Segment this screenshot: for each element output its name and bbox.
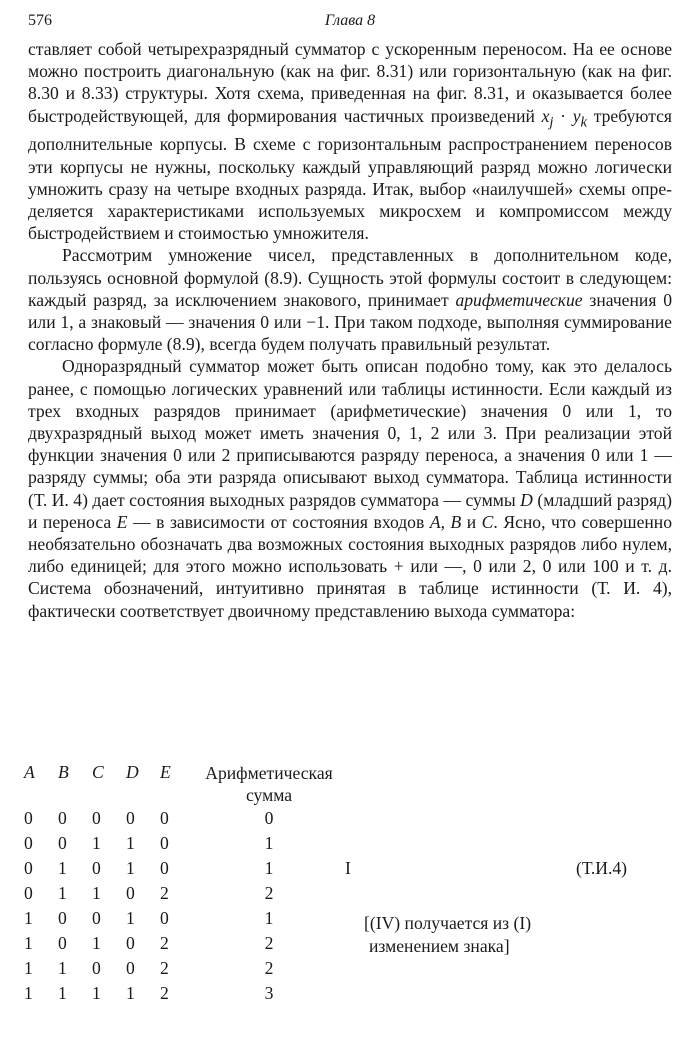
math-term: x: [541, 105, 550, 126]
table-mark: I: [345, 858, 351, 878]
paragraph: [28, 38, 672, 244]
table-cell: 0: [126, 933, 135, 953]
sum-cell: 3: [264, 983, 274, 1003]
table-cell: 0: [58, 833, 67, 853]
header-b: B: [58, 762, 69, 782]
paragraph: [28, 244, 672, 355]
text-run: ,: [440, 511, 451, 532]
text-run: ставляет собой четырехразрядный сумматор с ускоренным переносом. На ее основе можно построить диагональную (как на фиг. 8.31) или горизонтальную (как на фиг. 8.30 и 8.33) структуры. Хотя схема, приведенная на фиг. 8.31, и оказывается более быстродействующей, для формирования частичных произведений: [28, 39, 672, 126]
table-cell: 2: [160, 933, 169, 953]
header-sum-line1: Арифметическая: [205, 763, 333, 783]
text-run: требуются дополнительные корпусы. В схеме с горизонтальным распространением переносов эти корпусы не нужны, поскольку каждый управляющий разряд можно логически умножить сразу на четыре входных разряда. Итак, выбор «наилучшей» схемы определяется характеристиками используемых микросхем и компромиссом между быстродействием и стоимостью умножителя.: [28, 105, 672, 244]
header-a: A: [24, 762, 35, 782]
table-label: (Т.И.4): [576, 858, 628, 878]
table-row: [24, 981, 344, 1006]
table-cell: 1: [126, 983, 135, 1003]
page-number: 576: [28, 12, 52, 29]
page-header: [28, 6, 672, 32]
table-cell: 1: [58, 858, 67, 878]
table-note-line2: изменением знака]: [369, 936, 510, 956]
sum-cell: 1: [264, 858, 274, 878]
text-run: Рассмотрим умножение чисел, представленных в дополнительном коде, пользуясь основной формулой (8.9). Сущность этой формулы состоит в следующем: каждый разряд, за исключением знакового, принимает: [28, 245, 672, 310]
table-cell: 2: [160, 883, 169, 903]
header-e: E: [160, 762, 171, 782]
table-cell: 0: [160, 908, 169, 928]
math-term: A: [429, 511, 441, 532]
table-cell: 0: [58, 908, 67, 928]
table-cell: 0: [24, 883, 33, 903]
table-cell: 2: [160, 983, 169, 1003]
table-cell: 1: [58, 883, 67, 903]
sum-cell: 2: [264, 933, 274, 953]
table-cell: 0: [92, 808, 101, 828]
table-note-line1: [(IV) получается из (I): [364, 913, 532, 933]
truth-table: [24, 762, 344, 1006]
table-cell: 1: [58, 958, 67, 978]
sum-cell: 2: [264, 883, 274, 903]
table-cell: 1: [24, 958, 33, 978]
header-c: C: [92, 762, 104, 782]
math-term: D: [520, 489, 533, 510]
sum-cell: 0: [264, 808, 274, 828]
table-row: [24, 856, 344, 881]
table-cell: 0: [24, 833, 33, 853]
table-cell: 0: [126, 883, 135, 903]
truth-table-block: [24, 762, 672, 1022]
header-d: D: [126, 762, 139, 782]
text-run: значения 0 или 1, а знаковый — значения 0 или −1. При таком подходе, выполняя суммирование согласно формуле (8.9), всегда будем получать правильный результат.: [28, 289, 672, 355]
text-run: Одноразрядный сумматор может быть описан подобно тому, как это делалось ранее, с помощью логических уравнений или таблицы истинности. Если каждый из трех входных разрядов принимает (арифметические) значения 0 или 1, то двухразрядный выход может иметь значения 0, 1, 2 или 3. При реализации этой функции значения 0 или 2 приписываются разряду переноса, а значения 0 или 1 — разряду суммы; оба эти разряда описывают выход сумматора. Таблица истинности (Т. И. 4) дает состояния выходных разрядов сумматора — суммы: [28, 356, 672, 510]
table-cell: 1: [24, 983, 33, 1003]
table-cell: 0: [160, 833, 169, 853]
math-term: C: [481, 511, 494, 532]
paragraph: [28, 355, 672, 621]
table-cell: 0: [24, 808, 33, 828]
table-cell: 1: [92, 833, 101, 853]
table-row: [24, 881, 344, 906]
math-term: B: [450, 511, 462, 532]
table-cell: 1: [24, 908, 33, 928]
table-cell: 1: [24, 933, 33, 953]
text-run: ·: [553, 105, 573, 126]
table-cell: 0: [24, 858, 33, 878]
table-cell: 1: [92, 883, 101, 903]
table-cell: 1: [58, 983, 67, 1003]
table-cell: 1: [126, 858, 135, 878]
body-text: [28, 38, 672, 622]
table-cell: 0: [126, 808, 135, 828]
math-term: арифметические: [455, 289, 583, 310]
header-sum-line2: сумма: [245, 785, 293, 805]
table-cell: 2: [160, 958, 169, 978]
table-note: [364, 912, 531, 958]
table-row: [24, 806, 344, 831]
text-run: — в зависимости от состояния входов: [127, 511, 430, 532]
chapter-title: Глава 8: [324, 12, 376, 29]
table-row: [24, 831, 344, 856]
table-cell: 1: [92, 983, 101, 1003]
text-run: . Ясно, что совершенно необязательно обозначать два возможных состояния выходных разрядов либо нулем, либо единицей; для этого можно использовать + или —, 0 или 2, 0 или 100 и т. д. Система обозначений, интуитивно принятая в таблице истинности (Т. И. 4), фактически соответствует двоичному представлению выхода сумматора:: [28, 511, 673, 621]
truth-table-body: [24, 806, 344, 1006]
truth-table-header-row: [24, 762, 344, 806]
table-cell: 0: [160, 858, 169, 878]
table-cell: 1: [92, 933, 101, 953]
table-cell: 0: [58, 808, 67, 828]
table-cell: 0: [92, 908, 101, 928]
table-cell: 0: [58, 933, 67, 953]
text-run: (младший разряд) и переноса: [28, 489, 672, 532]
table-row: [24, 956, 344, 981]
table-row: [24, 931, 344, 956]
table-cell: 0: [92, 958, 101, 978]
math-term: y: [572, 105, 581, 126]
table-cell: 0: [126, 958, 135, 978]
math-term: k: [580, 114, 588, 131]
table-cell: 1: [126, 833, 135, 853]
sum-cell: 1: [264, 908, 274, 928]
header-arithmetic-sum: [194, 762, 344, 806]
sum-cell: 2: [264, 958, 274, 978]
math-term: E: [116, 511, 128, 532]
table-row: [24, 906, 344, 931]
sum-cell: 1: [264, 833, 274, 853]
text-run: и: [461, 511, 482, 532]
table-cell: 0: [92, 858, 101, 878]
table-cell: 0: [160, 808, 169, 828]
math-term: j: [549, 114, 554, 131]
table-cell: 1: [126, 908, 135, 928]
